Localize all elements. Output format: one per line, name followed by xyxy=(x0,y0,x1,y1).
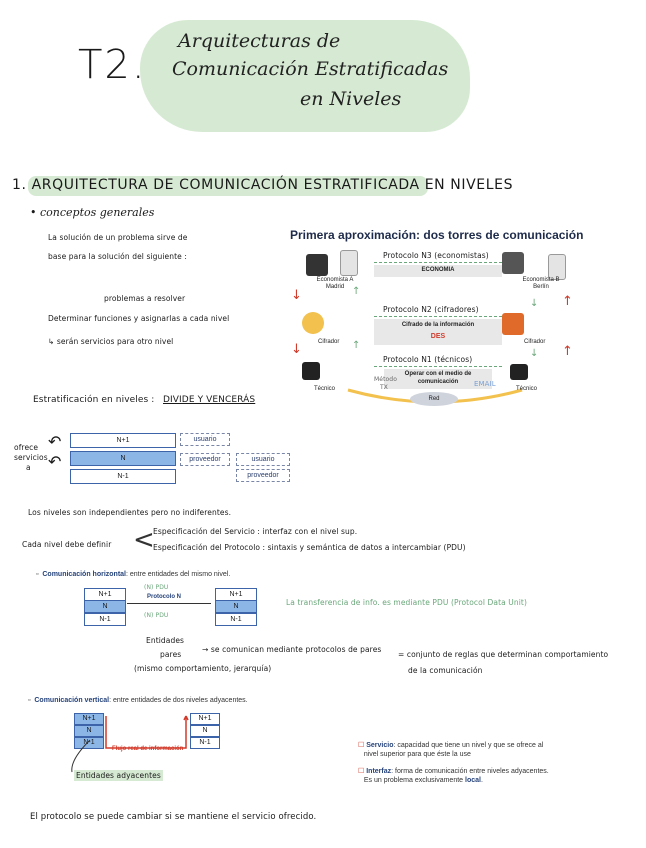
operar-label-1: Operar con el medio de xyxy=(404,371,472,377)
h-right-n-plus-1: N+1 xyxy=(215,588,257,601)
independientes-text: Los niveles son independientes pero no indiferentes. xyxy=(28,508,232,517)
h-right-n-minus-1: N-1 xyxy=(215,613,257,626)
conjunto-text-2: de la comunicación xyxy=(408,666,483,675)
protocol-n3-label: Protocolo N3 (economistas) xyxy=(383,251,489,260)
cada-nivel-text: Cada nivel debe definir xyxy=(22,540,112,549)
espec-servicio-text: Especificación del Servicio : interfaz con el nivel sup. xyxy=(153,527,358,536)
vertical-rest: : entre entidades de dos niveles adyacentes. xyxy=(109,697,248,704)
chapter-number: T2. xyxy=(78,42,147,88)
text-line-1: La solución de un problema sirve de xyxy=(48,233,188,242)
se-comunican-text: → se comunican mediante protocolos de pares xyxy=(202,645,382,654)
estratificacion-text: Estratificación en niveles : xyxy=(33,395,155,405)
up-arrow-left-2: ↑ xyxy=(352,340,361,351)
tecnico-right-label: Técnico xyxy=(516,386,538,392)
interfaz-bold: Interfaz xyxy=(366,768,392,775)
usuario-tag-1: usuario xyxy=(180,433,230,446)
towers-slide-title: Primera aproximación: dos torres de comunicación xyxy=(290,228,584,242)
protocolo-n-label: Protocolo N xyxy=(147,594,181,600)
text-line-2: base para la solución del siguiente : xyxy=(48,252,187,261)
entidades-adyacentes-label: Entidades adyacentes xyxy=(76,771,161,780)
v-right-n-plus-1: N+1 xyxy=(190,713,220,725)
economist-b-label: Economista B xyxy=(522,277,560,283)
brace-bracket: < xyxy=(133,525,155,555)
h-left-n-plus-1: N+1 xyxy=(84,588,126,601)
transfer-text: La transferencia de info. es mediante PDU (Protocol Data Unit) xyxy=(286,598,527,607)
pares-label: pares xyxy=(160,650,182,659)
determinar-text: Determinar funciones y asignarlas a cada nivel xyxy=(48,314,230,323)
servicio-rest: : capacidad que tiene un nivel y que se ofrece al xyxy=(393,742,544,749)
down-arrow-left-2: ↓ xyxy=(291,342,302,357)
v-right-n-minus-1: N-1 xyxy=(190,737,220,749)
horizontal-bullet: ▫ Comunicación horizontal: entre entidades del mismo nivel. xyxy=(36,571,231,578)
proveedor-tag-2: proveedor xyxy=(236,469,290,482)
protocolo-footer-text: El protocolo se puede cambiar si se mantiene el servicio ofrecido. xyxy=(30,812,317,822)
v-left-n-minus-1: N-1 xyxy=(74,737,104,749)
des-label: DES xyxy=(430,333,446,340)
curved-arrow-2: ↶ xyxy=(48,452,62,471)
v-left-n-plus-1: N+1 xyxy=(74,713,104,725)
vertical-bullet: ▫ Comunicación vertical: entre entidades de dos niveles adyacentes. xyxy=(28,697,248,704)
mismo-label: (mismo comportamiento, jerarquía) xyxy=(134,664,272,673)
economist-a-label: Economista A xyxy=(316,277,354,283)
problems-label: problemas a resolver xyxy=(104,294,186,303)
curved-arrow-1: ↶ xyxy=(48,432,62,451)
espec-protocolo-text: Especificación del Protocolo : sintaxis y semántica de datos a intercambiar (PDU) xyxy=(153,543,466,552)
interfaz-definition: ☐ Interfaz: forma de comunicación entre niveles adyacentes. Es un problema exclusivamente local. xyxy=(358,768,549,784)
red-label: Red xyxy=(428,396,440,402)
down-arrow-right-2: ↓ xyxy=(530,348,539,359)
level-n: N xyxy=(70,451,176,466)
flujo-label: Flujo real de información xyxy=(112,746,184,752)
h-right-n: N xyxy=(215,600,257,613)
down-arrow-right-1: ↓ xyxy=(530,298,539,309)
berlin-label: Berlín xyxy=(533,284,549,290)
tecnico-left-label: Técnico xyxy=(314,386,336,392)
interfaz-rest-2: Es un problema exclusivamente xyxy=(363,777,464,784)
v-right-n: N xyxy=(190,725,220,737)
madrid-label: Madrid xyxy=(325,284,345,290)
interfaz-rest: : forma de comunicación entre niveles adyacentes. xyxy=(391,768,549,775)
pdu-bottom-label: (N) PDU xyxy=(144,612,169,619)
servicios-label: servicios xyxy=(14,453,48,462)
cifrador-right-label: Cifrador xyxy=(524,339,546,345)
divide-text: DIVIDE Y VENCERÁS xyxy=(163,395,256,405)
up-arrow-right-1: ↑ xyxy=(562,294,573,309)
cifrado-label: Cifrado de la información xyxy=(401,322,475,328)
subheading: • conceptos generales xyxy=(30,206,155,219)
horizontal-rest: : entre entidades del mismo nivel. xyxy=(126,571,231,578)
entidades-label: Entidades xyxy=(146,636,185,645)
title-line-1: Arquitecturas de xyxy=(178,30,341,52)
ofrece-label: ofrece xyxy=(14,443,39,452)
servicio-definition: ☐ Servicio: capacidad que tiene un nivel y que se ofrece al nivel superior para que éste la use xyxy=(358,742,544,758)
servicio-bold: Servicio xyxy=(366,742,394,749)
metodo-label-1: Método xyxy=(374,376,397,383)
level-n-plus-1: N+1 xyxy=(70,433,176,448)
protocol-n1-label: Protocolo N1 (técnicos) xyxy=(383,355,473,364)
level-n-minus-1: N-1 xyxy=(70,469,176,484)
interfaz-local: local xyxy=(465,777,481,784)
proveedor-tag-1: proveedor xyxy=(180,453,230,466)
h-left-n: N xyxy=(84,600,126,613)
subheading-text: conceptos generales xyxy=(40,206,155,219)
economia-label: ECONOMIA xyxy=(421,267,455,273)
title-line-2: Comunicación Estratificadas xyxy=(172,58,449,80)
conjunto-text-1: = conjunto de reglas que determinan comportamiento xyxy=(398,650,609,659)
usuario-tag-2: usuario xyxy=(236,453,290,466)
horizontal-bold: Comunicación horizontal xyxy=(42,571,126,578)
h-left-n-minus-1: N-1 xyxy=(84,613,126,626)
up-arrow-left-1: ↑ xyxy=(352,286,361,297)
interfaz-end: . xyxy=(480,777,483,784)
down-arrow-left-1: ↓ xyxy=(291,288,302,303)
seran-text: ↳ serán servicios para otro nivel xyxy=(48,337,174,346)
up-arrow-right-2: ↑ xyxy=(562,344,573,359)
section-heading: 1. ARQUITECTURA DE COMUNICACIÓN ESTRATIFICADA EN NIVELES xyxy=(12,177,514,193)
servicio-rest-2: nivel superior para que éste la use xyxy=(363,751,471,758)
pdu-top-label: (N) PDU xyxy=(144,584,169,591)
metodo-label-2: TX xyxy=(380,384,388,391)
vertical-bold: Comunicación vertical xyxy=(34,697,110,704)
operar-label-2: comunicación xyxy=(417,379,459,385)
title-line-3: en Niveles xyxy=(300,88,402,110)
v-left-n: N xyxy=(74,725,104,737)
email-label: EMAIL xyxy=(474,380,496,388)
cifrador-left-label: Cifrador xyxy=(318,339,340,345)
a-label: a xyxy=(26,463,31,472)
protocol-n2-label: Protocolo N2 (cifradores) xyxy=(383,305,479,314)
